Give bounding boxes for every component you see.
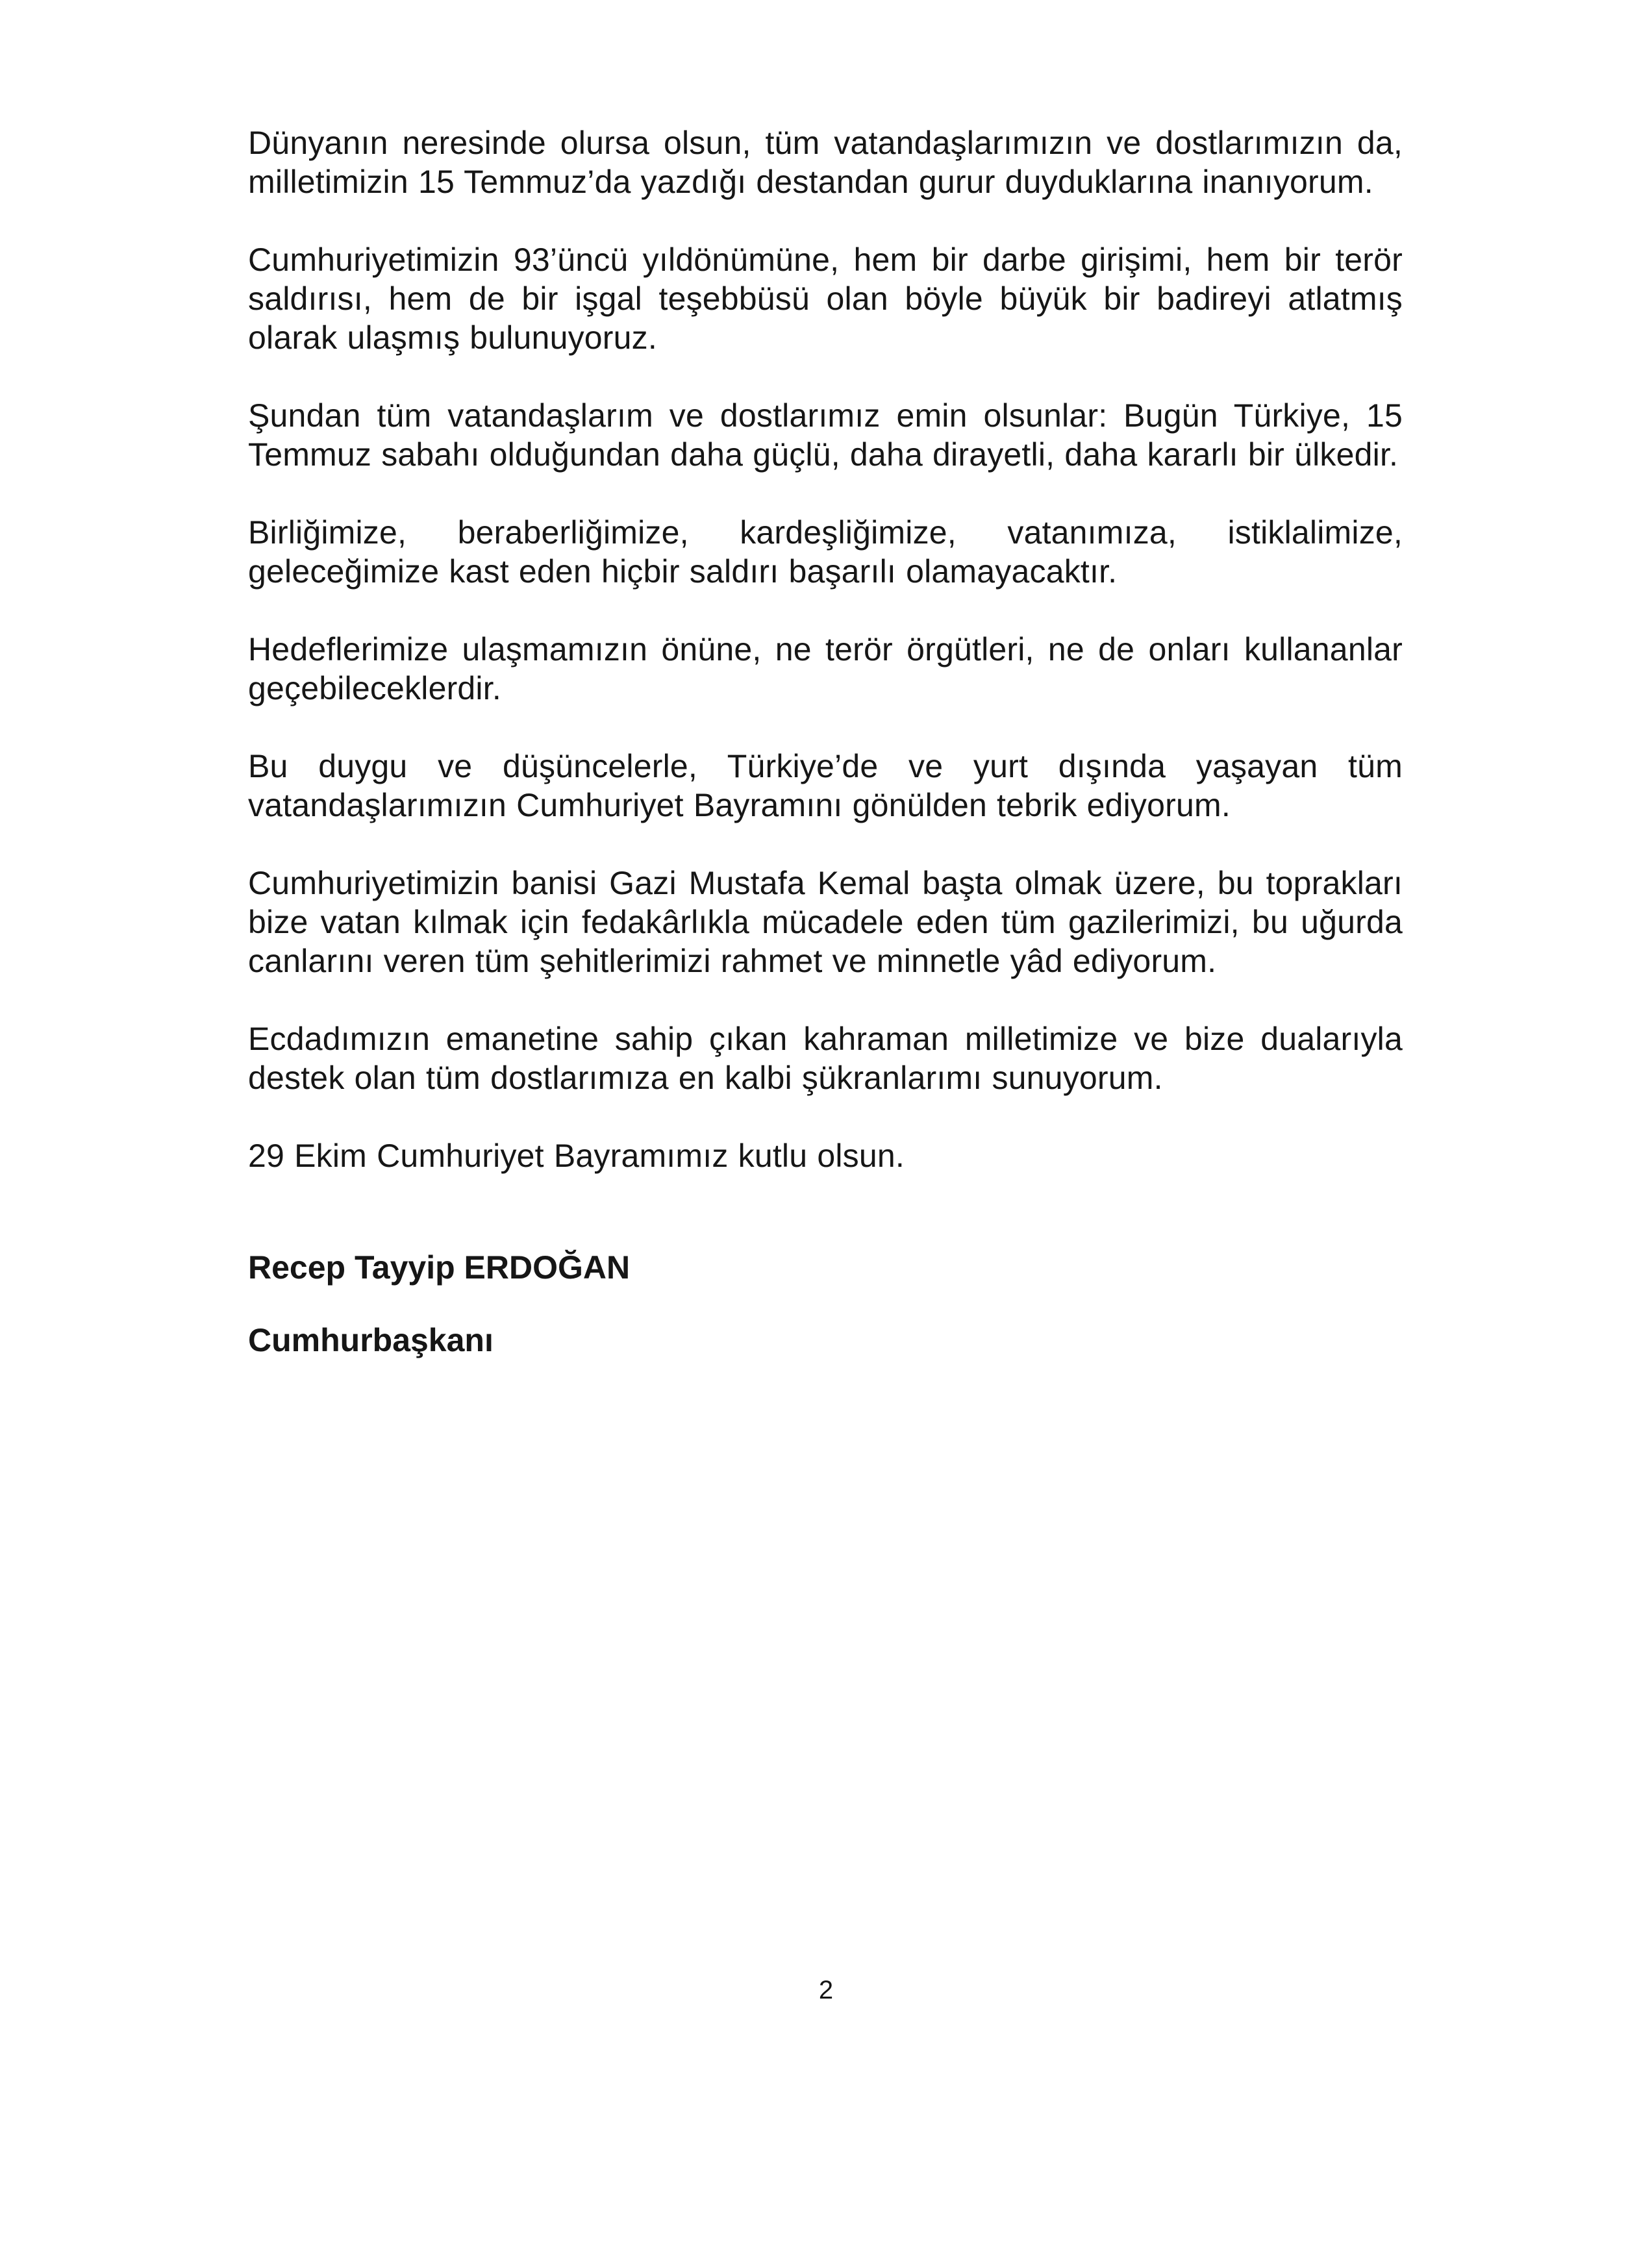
letter-body <box>248 123 1403 1360</box>
paragraph: Hedeflerimize ulaşmamızın önüne, ne terör örgütleri, ne de onları kullananlar geçebileceklerdir. <box>248 631 1403 706</box>
paragraph: Birliğimize, beraberliğimize, kardeşliğimize, vatanımıza, istiklalimize, geleceğimize kast eden hiçbir saldırı başarılı olamayacaktır. <box>248 514 1403 590</box>
paragraph: Ecdadımızın emanetine sahip çıkan kahraman milletimize ve bize dualarıyla destek olan tüm dostlarımıza en kalbi şükranlarımı sunuyorum. <box>248 1021 1403 1096</box>
paragraph: Cumhuriyetimizin 93’üncü yıldönümüne, hem bir darbe girişimi, hem bir terör saldırısı, hem de bir işgal teşebbüsü olan böyle büyük bir badireyi atlatmış olarak ulaşmış bulunuyoruz. <box>248 242 1403 356</box>
paragraph: Dünyanın neresinde olursa olsun, tüm vatandaşlarımızın ve dostlarımızın da, milletimizin 15 Temmuz’da yazdığı destandan gurur duyduklarına inanıyorum. <box>248 125 1403 200</box>
paragraph: Cumhuriyetimizin banisi Gazi Mustafa Kemal başta olmak üzere, bu toprakları bize vatan kılmak için fedakârlıkla mücadele eden tüm gazilerimizi, bu uğurda canlarını veren tüm şehitlerimizi rahmet ve minnetle yâd ediyorum. <box>248 865 1403 979</box>
paragraph: Bu duygu ve düşüncelerle, Türkiye’de ve yurt dışında yaşayan tüm vatandaşlarımızın Cumhuriyet Bayramını gönülden tebrik ediyorum. <box>248 748 1403 823</box>
page-number: 2 <box>818 1976 834 2004</box>
signature-name: Recep Tayyip ERDOĞAN <box>248 1249 631 1286</box>
paragraph: Şundan tüm vatandaşlarım ve dostlarımız emin olsunlar: Bugün Türkiye, 15 Temmuz sabahı olduğundan daha güçlü, daha dirayetli, daha kararlı bir ülkedir. <box>248 397 1403 473</box>
signature-title: Cumhurbaşkanı <box>248 1322 494 1358</box>
paragraph: 29 Ekim Cumhuriyet Bayramımız kutlu olsun. <box>248 1138 905 1174</box>
